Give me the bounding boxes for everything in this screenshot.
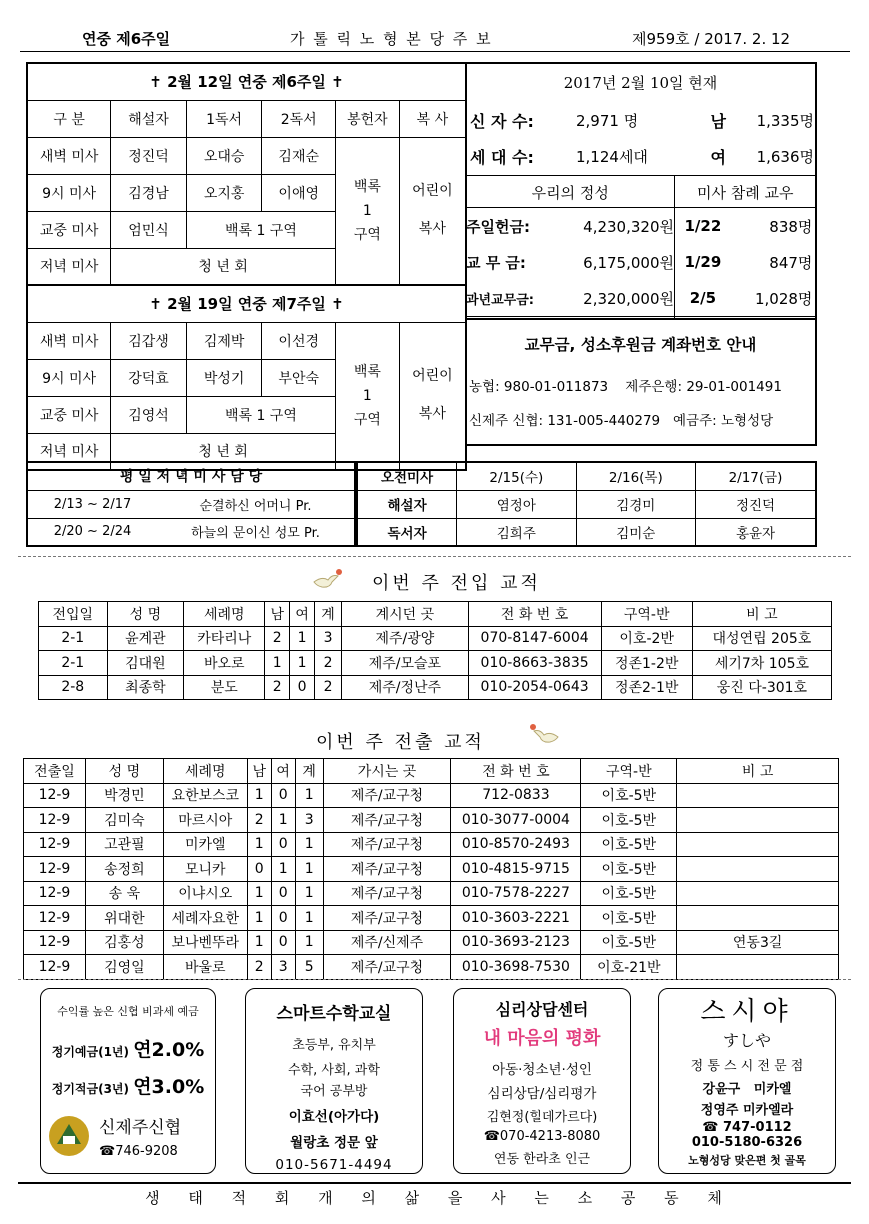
narrator: 김영석 bbox=[111, 396, 187, 433]
table-cell: 1 bbox=[290, 626, 315, 651]
transfer-in-heading bbox=[312, 566, 572, 596]
attendance-title: 미사 참례 교우 bbox=[675, 176, 815, 208]
table-cell: 010-2054-0643 bbox=[468, 675, 601, 700]
table-row bbox=[24, 857, 839, 882]
table-cell: 12-9 bbox=[24, 783, 86, 808]
table-cell: 1 bbox=[295, 881, 323, 906]
table-cell: 이호-5반 bbox=[581, 832, 677, 857]
table-cell: 제주/교구청 bbox=[323, 808, 451, 833]
table-cell: 1 bbox=[295, 857, 323, 882]
table-cell: 1 bbox=[247, 881, 271, 906]
table-cell: 송정희 bbox=[85, 857, 163, 882]
column-header: 구역-반 bbox=[601, 602, 692, 627]
mass-name: 새벽 미사 bbox=[27, 322, 111, 359]
table-cell: 제주/정난주 bbox=[342, 675, 469, 700]
table-cell: 김영일 bbox=[85, 955, 163, 980]
bank-title: 교무금, 성소후원금 계좌번호 안내 bbox=[524, 336, 757, 354]
male-count: 1,335명 bbox=[756, 111, 814, 130]
table-cell: 010-8570-2493 bbox=[451, 832, 581, 857]
reader1: 오지홍 bbox=[186, 174, 262, 211]
table-cell: 이호-5반 bbox=[581, 857, 677, 882]
deposit2-label: 정기적금(3년) bbox=[51, 1082, 130, 1096]
dove-icon bbox=[528, 723, 560, 747]
morning-date: 2/17(금) bbox=[696, 462, 816, 490]
math-line1: 초등부, 유치부 bbox=[292, 1038, 376, 1053]
sunday-label: 주일헌금: bbox=[466, 217, 530, 236]
morning-person: 김미순 bbox=[576, 518, 695, 546]
table-cell: 1 bbox=[247, 783, 271, 808]
households-count: 1,124세대 bbox=[576, 148, 648, 166]
believers-row bbox=[466, 102, 815, 138]
table-cell: 이호-5반 bbox=[581, 906, 677, 931]
schedule-column-header bbox=[27, 100, 466, 137]
column-header: 여 bbox=[271, 759, 295, 784]
table-row bbox=[27, 518, 355, 546]
table-row bbox=[39, 626, 832, 651]
table-cell: 010-3693-2123 bbox=[451, 930, 581, 955]
sushi-location: 노형성당 맞은편 첫 골목 bbox=[688, 1154, 806, 1167]
table-cell: 이호-21반 bbox=[581, 955, 677, 980]
counsel-brand: 내 마음의 평화 bbox=[483, 1028, 601, 1049]
col-offering: 봉헌자 bbox=[336, 100, 400, 137]
table-row bbox=[39, 651, 832, 676]
table-cell: 3 bbox=[315, 626, 342, 651]
math-phone: 010-5671-4494 bbox=[275, 1157, 393, 1173]
column-header: 비 고 bbox=[692, 602, 831, 627]
readers: 백록 1 구역 bbox=[186, 211, 335, 248]
reader1: 오대승 bbox=[186, 137, 262, 174]
table-cell bbox=[677, 955, 839, 980]
table-cell: 1 bbox=[295, 930, 323, 955]
table-cell: 0 bbox=[247, 857, 271, 882]
table-cell: 010-8663-3835 bbox=[468, 651, 601, 676]
table-row bbox=[27, 322, 466, 359]
table-cell: 1 bbox=[271, 808, 295, 833]
table-cell: 1 bbox=[265, 651, 290, 676]
weekday-evening-mass-table bbox=[26, 461, 356, 547]
deposit1-rate: 연2.0% bbox=[133, 1039, 205, 1061]
table-row bbox=[357, 490, 816, 518]
mass-name: 교중 미사 bbox=[27, 211, 111, 248]
morning-date: 2/15(수) bbox=[457, 462, 576, 490]
table-row bbox=[27, 490, 355, 518]
table-row bbox=[24, 906, 839, 931]
table-cell: 2-1 bbox=[39, 651, 108, 676]
parish-motto: 생 태 적 회 개 의 삶 을 사 는 소 공 동 체 bbox=[145, 1189, 724, 1207]
table-cell: 웅진 다-301호 bbox=[692, 675, 831, 700]
credit-union-phone: ☎746-9208 bbox=[99, 1144, 178, 1159]
table-cell: 카타리나 bbox=[184, 626, 265, 651]
offering-group: 백록 1 구역 bbox=[336, 137, 400, 285]
evening-group: 순결하신 어머니 Pr. bbox=[157, 490, 355, 518]
mass-name: 저녁 미사 bbox=[27, 248, 111, 285]
table-cell: 12-9 bbox=[24, 832, 86, 857]
column-header: 전입일 bbox=[39, 602, 108, 627]
table-cell: 010-7578-2227 bbox=[451, 881, 581, 906]
sunday-amount: 4,230,320원 bbox=[583, 217, 674, 236]
math-person: 이효선(아가다) bbox=[288, 1109, 380, 1125]
col-reading2: 2독서 bbox=[262, 100, 336, 137]
attendance-column bbox=[675, 176, 815, 318]
table-cell: 010-4815-9715 bbox=[451, 857, 581, 882]
column-header: 세례명 bbox=[184, 602, 265, 627]
parish-stats-panel bbox=[465, 62, 817, 320]
bank-line1: 농협: 980-01-011873 제주은행: 29-01-001491 bbox=[469, 379, 782, 395]
narrator: 김경남 bbox=[111, 174, 187, 211]
table-cell: 김홍성 bbox=[85, 930, 163, 955]
evening-group: 하늘의 문이신 성모 Pr. bbox=[157, 518, 355, 546]
offering-group: 백록 1 구역 bbox=[336, 322, 400, 470]
table-cell: 윤계관 bbox=[107, 626, 184, 651]
table-row bbox=[357, 518, 816, 546]
column-header: 전출일 bbox=[24, 759, 86, 784]
column-header: 비 고 bbox=[677, 759, 839, 784]
table-cell: 0 bbox=[290, 675, 315, 700]
math-class-ad bbox=[245, 988, 423, 1174]
table-cell: 2 bbox=[247, 955, 271, 980]
table-cell: 5 bbox=[295, 955, 323, 980]
table-cell: 12-9 bbox=[24, 930, 86, 955]
mass-name: 새벽 미사 bbox=[27, 137, 111, 174]
morning-person: 정진덕 bbox=[696, 490, 816, 518]
deposit1-label: 정기예금(1년) bbox=[51, 1045, 130, 1059]
table-cell: 2-8 bbox=[39, 675, 108, 700]
female-count: 1,636명 bbox=[756, 148, 814, 166]
table-cell: 12-9 bbox=[24, 808, 86, 833]
table-cell: 분도 bbox=[184, 675, 265, 700]
server-group: 어린이 복사 bbox=[399, 322, 466, 470]
column-header: 남 bbox=[247, 759, 271, 784]
table-cell: 제주/신제주 bbox=[323, 930, 451, 955]
counsel-line2: 심리상담/심리평가 bbox=[487, 1086, 597, 1102]
math-location: 월랑초 정문 앞 bbox=[290, 1135, 378, 1151]
table-cell: 제주/교구청 bbox=[323, 832, 451, 857]
table-cell: 이호-5반 bbox=[581, 881, 677, 906]
reader2: 이애영 bbox=[262, 174, 336, 211]
sushi-subtitle: 정 통 스 시 전 문 점 bbox=[690, 1059, 804, 1074]
table-cell: 마르시아 bbox=[163, 808, 247, 833]
offering-title: 우리의 정성 bbox=[466, 176, 674, 208]
female-label: 여 bbox=[710, 148, 726, 167]
reader1: 김제박 bbox=[186, 322, 262, 359]
households-row bbox=[466, 138, 815, 176]
table-cell: 0 bbox=[271, 881, 295, 906]
table-cell: 0 bbox=[271, 783, 295, 808]
attendance-date: 1/22 bbox=[684, 217, 722, 235]
table-cell: 1 bbox=[290, 651, 315, 676]
deposit2-rate: 연3.0% bbox=[133, 1076, 205, 1098]
table-cell bbox=[677, 832, 839, 857]
table-cell: 2 bbox=[247, 808, 271, 833]
table-cell: 010-3603-2221 bbox=[451, 906, 581, 931]
morning-mass-table bbox=[356, 461, 817, 547]
section-divider bbox=[18, 979, 851, 980]
morning-person: 홍윤자 bbox=[696, 518, 816, 546]
table-cell: 이호-5반 bbox=[581, 808, 677, 833]
table-cell: 070-8147-6004 bbox=[468, 626, 601, 651]
counsel-phone: ☎070-4213-8080 bbox=[483, 1129, 601, 1144]
table-cell: 정존2-1반 bbox=[601, 675, 692, 700]
table-cell: 박경민 bbox=[85, 783, 163, 808]
table-cell: 제주/교구청 bbox=[323, 881, 451, 906]
section-divider bbox=[18, 556, 851, 557]
transfer-in-header bbox=[39, 602, 832, 627]
table-cell: 712-0833 bbox=[451, 783, 581, 808]
reader1: 박성기 bbox=[186, 359, 262, 396]
sushi-owner2: 정영주 미카엘라 bbox=[700, 1103, 794, 1118]
morning-role: 독서자 bbox=[357, 518, 457, 546]
table-row bbox=[24, 881, 839, 906]
sushi-phone2: 010-5180-6326 bbox=[691, 1135, 803, 1150]
table-cell: 2 bbox=[315, 651, 342, 676]
column-header: 성 명 bbox=[107, 602, 184, 627]
morning-person: 염정아 bbox=[457, 490, 576, 518]
pastduty-label: 과년교무금: bbox=[466, 292, 534, 308]
bulletin-header bbox=[20, 26, 850, 52]
server-group: 어린이 복사 bbox=[399, 137, 466, 285]
narrator: 강덕효 bbox=[111, 359, 187, 396]
issue-number: 제959호 / 2017. 2. 12 bbox=[632, 30, 791, 48]
table-cell: 12-9 bbox=[24, 881, 86, 906]
counsel-location: 연동 한라초 인근 bbox=[493, 1152, 591, 1167]
morning-person: 김희주 bbox=[457, 518, 576, 546]
table-cell bbox=[677, 906, 839, 931]
table-cell: 김대원 bbox=[107, 651, 184, 676]
stats-date: 2017년 2월 10일 현재 bbox=[563, 74, 718, 92]
duty-label: 교 무 금: bbox=[466, 253, 526, 272]
narrator: 엄민식 bbox=[111, 211, 187, 248]
table-cell: 이호-5반 bbox=[581, 930, 677, 955]
col-category: 구 분 bbox=[27, 100, 111, 137]
table-row bbox=[24, 808, 839, 833]
table-cell: 대성연립 205호 bbox=[692, 626, 831, 651]
attendance-count: 838명 bbox=[769, 217, 813, 236]
column-header: 구역-반 bbox=[581, 759, 677, 784]
col-reading1: 1독서 bbox=[186, 100, 262, 137]
column-header: 전 화 번 호 bbox=[468, 602, 601, 627]
dove-icon bbox=[312, 568, 344, 592]
table-cell: 2 bbox=[315, 675, 342, 700]
credit-union-name: 신제주신협 bbox=[99, 1118, 182, 1138]
bank-line2: 신제주 신협: 131-005-440279 예금주: 노형성당 bbox=[469, 413, 774, 429]
counsel-title: 심리상담센터 bbox=[495, 1000, 589, 1019]
column-header: 계 bbox=[295, 759, 323, 784]
mass-name: 9시 미사 bbox=[27, 174, 111, 211]
evening-dates: 2/20 ~ 2/24 bbox=[27, 518, 157, 546]
table-cell: 바울로 bbox=[163, 955, 247, 980]
table-row bbox=[24, 955, 839, 980]
table-cell: 3 bbox=[271, 955, 295, 980]
morning-date: 2/16(목) bbox=[576, 462, 695, 490]
table-cell: 정존1-2반 bbox=[601, 651, 692, 676]
transfer-in-title: 이번 주 전입 교적 bbox=[372, 573, 541, 594]
week2-title: ✝ 2월 19일 연중 제7주일 ✝ bbox=[27, 285, 466, 322]
table-cell: 2 bbox=[265, 675, 290, 700]
table-row bbox=[24, 930, 839, 955]
table-cell: 1 bbox=[295, 783, 323, 808]
attendance-date: 2/5 bbox=[689, 289, 717, 307]
table-cell: 12-9 bbox=[24, 955, 86, 980]
attendance-date: 1/29 bbox=[684, 253, 722, 271]
table-cell: 0 bbox=[271, 906, 295, 931]
table-cell: 보나벤뚜라 bbox=[163, 930, 247, 955]
sushi-restaurant-ad bbox=[658, 988, 836, 1174]
table-cell: 김미숙 bbox=[85, 808, 163, 833]
sushi-title: 스시야 bbox=[700, 997, 794, 1027]
reader2: 부안숙 bbox=[262, 359, 336, 396]
col-server: 복 사 bbox=[399, 100, 466, 137]
table-cell: 1 bbox=[295, 906, 323, 931]
table-cell: 이호-5반 bbox=[581, 783, 677, 808]
transfer-out-table bbox=[23, 758, 839, 980]
column-header: 여 bbox=[290, 602, 315, 627]
table-row bbox=[24, 832, 839, 857]
mass-name: 교중 미사 bbox=[27, 396, 111, 433]
table-cell: 미카엘 bbox=[163, 832, 247, 857]
table-row bbox=[39, 675, 832, 700]
table-cell: 연동3길 bbox=[677, 930, 839, 955]
table-cell: 제주/교구청 bbox=[323, 857, 451, 882]
transfer-in-table bbox=[38, 601, 832, 700]
column-header: 전 화 번 호 bbox=[451, 759, 581, 784]
table-cell bbox=[677, 808, 839, 833]
sushi-phone1: ☎ 747-0112 bbox=[702, 1120, 792, 1135]
morning-label: 오전미사 bbox=[357, 462, 457, 490]
offering-column bbox=[466, 176, 675, 318]
math-line3: 국어 공부방 bbox=[300, 1084, 368, 1099]
counseling-center-ad bbox=[453, 988, 631, 1174]
attendance-count: 1,028명 bbox=[754, 289, 813, 308]
mass-name: 9시 미사 bbox=[27, 359, 111, 396]
table-cell: 제주/광양 bbox=[342, 626, 469, 651]
column-header: 성 명 bbox=[85, 759, 163, 784]
table-cell: 010-3077-0004 bbox=[451, 808, 581, 833]
table-cell: 송 욱 bbox=[85, 881, 163, 906]
table-row bbox=[357, 462, 816, 490]
liturgical-week: 연중 제6주일 bbox=[82, 30, 171, 48]
assigned-group: 청 년 회 bbox=[111, 433, 336, 470]
table-cell: 요한보스코 bbox=[163, 783, 247, 808]
table-cell: 세례자요한 bbox=[163, 906, 247, 931]
table-cell: 12-9 bbox=[24, 857, 86, 882]
bank-account-info bbox=[465, 316, 817, 446]
mass-name: 저녁 미사 bbox=[27, 433, 111, 470]
table-cell: 고관필 bbox=[85, 832, 163, 857]
evening-title: 평 일 저 녁 미 사 담 당 bbox=[27, 462, 355, 490]
column-header: 계시던 곳 bbox=[342, 602, 469, 627]
table-cell bbox=[677, 857, 839, 882]
table-cell: 제주/교구청 bbox=[323, 783, 451, 808]
math-line2: 수학, 사회, 과학 bbox=[288, 1063, 380, 1078]
table-cell: 3 bbox=[295, 808, 323, 833]
morning-role: 해설자 bbox=[357, 490, 457, 518]
table-cell bbox=[677, 881, 839, 906]
ad-tagline: 수익률 높은 신협 비과세 예금 bbox=[57, 1005, 199, 1018]
column-header: 남 bbox=[265, 602, 290, 627]
counsel-line1: 아동·청소년·성인 bbox=[492, 1062, 592, 1078]
col-narrator: 해설자 bbox=[111, 100, 187, 137]
table-cell: 제주/교구청 bbox=[323, 955, 451, 980]
assigned-group: 청 년 회 bbox=[111, 248, 336, 285]
credit-union-ad bbox=[40, 988, 216, 1174]
morning-person: 김경미 bbox=[576, 490, 695, 518]
pastduty-amount: 2,320,000원 bbox=[583, 289, 674, 308]
column-header: 세례명 bbox=[163, 759, 247, 784]
table-cell: 010-3698-7530 bbox=[451, 955, 581, 980]
reader2: 김재순 bbox=[262, 137, 336, 174]
table-cell: 12-9 bbox=[24, 906, 86, 931]
table-cell: 1 bbox=[295, 832, 323, 857]
table-cell: 이냐시오 bbox=[163, 881, 247, 906]
credit-union-logo-icon bbox=[47, 1114, 91, 1158]
table-row bbox=[27, 137, 466, 174]
households-label: 세 대 수: bbox=[470, 148, 534, 167]
table-cell: 제주/모슬포 bbox=[342, 651, 469, 676]
table-cell: 제주/교구청 bbox=[323, 906, 451, 931]
table-row bbox=[24, 783, 839, 808]
readers: 백록 1 구역 bbox=[186, 396, 335, 433]
believers-label: 신 자 수: bbox=[470, 111, 534, 131]
table-cell: 1 bbox=[247, 930, 271, 955]
table-cell: 바오로 bbox=[184, 651, 265, 676]
table-cell: 이호-2반 bbox=[601, 626, 692, 651]
male-label: 남 bbox=[710, 111, 726, 131]
bulletin-title: 가 톨 릭 노 형 본 당 주 보 bbox=[290, 30, 493, 48]
narrator: 김갑생 bbox=[111, 322, 187, 359]
column-header: 계 bbox=[315, 602, 342, 627]
table-cell: 1 bbox=[271, 857, 295, 882]
duty-amount: 6,175,000원 bbox=[583, 253, 674, 272]
transfer-out-heading bbox=[316, 725, 576, 755]
bulletin-footer bbox=[18, 1182, 851, 1208]
math-title: 스마트수학교실 bbox=[276, 1004, 392, 1024]
narrator: 정진덕 bbox=[111, 137, 187, 174]
believers-count: 2,971 명 bbox=[576, 111, 639, 130]
table-cell: 1 bbox=[247, 832, 271, 857]
evening-dates: 2/13 ~ 2/17 bbox=[27, 490, 157, 518]
transfer-out-header bbox=[24, 759, 839, 784]
table-cell: 2 bbox=[265, 626, 290, 651]
table-cell: 0 bbox=[271, 832, 295, 857]
table-cell bbox=[677, 783, 839, 808]
attendance-count: 847명 bbox=[769, 253, 813, 272]
reader2: 이선경 bbox=[262, 322, 336, 359]
table-cell: 0 bbox=[271, 930, 295, 955]
sushi-title-jp: すしや bbox=[722, 1031, 771, 1050]
mass-schedule-table bbox=[26, 62, 467, 471]
counsel-person: 김현정(힐데가르다) bbox=[486, 1110, 598, 1125]
transfer-out-title: 이번 주 전출 교적 bbox=[316, 732, 485, 753]
table-cell: 세기7차 105호 bbox=[692, 651, 831, 676]
table-cell: 2-1 bbox=[39, 626, 108, 651]
week1-title: ✝ 2월 12일 연중 제6주일 ✝ bbox=[27, 63, 466, 100]
table-cell: 위대한 bbox=[85, 906, 163, 931]
table-cell: 1 bbox=[247, 906, 271, 931]
column-header: 가시는 곳 bbox=[323, 759, 451, 784]
sushi-owner1: 강윤구 미카엘 bbox=[702, 1082, 792, 1097]
table-cell: 모니카 bbox=[163, 857, 247, 882]
table-cell: 최종학 bbox=[107, 675, 184, 700]
